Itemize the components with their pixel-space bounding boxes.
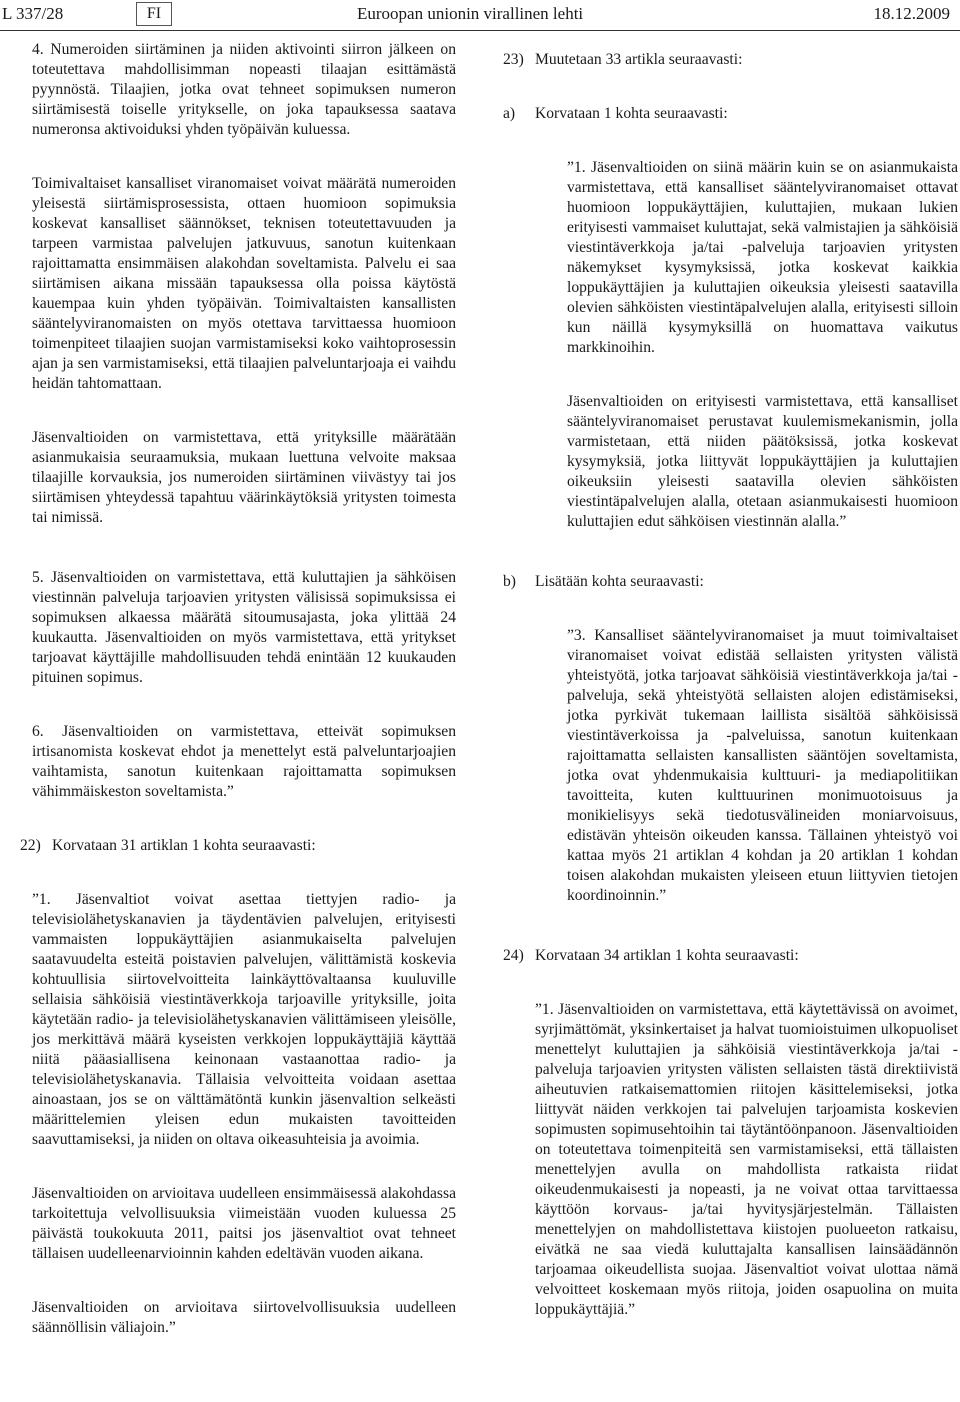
- page-header: [0, 0, 960, 30]
- amendment-23-b-text: Lisätään kohta seuraavasti:: [535, 573, 704, 590]
- paragraph-4-subparagraph-3: Jäsenvaltioiden on varmistettava, että yrityksille määrätään asianmukaisia seuraamuksia, mukaan luettuna velvoite maksaa tilaajille korvauksia, jos numeroiden siirtäminen viivästyy tai jos siirtämisen yhteydessä tapahtuu väärinkäytöksiä yritysten toimesta tai nimissä.: [32, 429, 456, 526]
- journal-title: Euroopan unionin virallinen lehti: [357, 4, 584, 23]
- amendment-22-text: Korvataan 31 artiklan 1 kohta seuraavasti:: [52, 837, 316, 854]
- article-31-subparagraph-2: Jäsenvaltioiden on arvioitava uudelleen ensimmäisessä alakohdassa tarkoitettuja velvollisuuksia viimeistään vuoden kuluessa 25 päivästä toukokuuta 2011, paitsi jos jäsenvaltiot ovat tehneet tällaisen uudelleenarvioinnin kahden edeltävän vuoden aikana.: [32, 1185, 456, 1262]
- amendment-24-text: Korvataan 34 artiklan 1 kohta seuraavasti:: [535, 947, 799, 964]
- article-33-paragraph-1-block: [503, 158, 958, 532]
- article-34-paragraph-1: ”1. Jäsenvaltioiden on varmistettava, että käytettävissä on avoimet, syrjimättömät, yksinkertaiset ja halvat tuomioistuimen ulkopuoliset menettelyt kuluttajien ja sähköisiä viestintäverkkoja ja/tai -palveluja tarjoavien yritysten välisten sellaisten tästä direktiivistä aiheutuvien ratkaisemattomien riitojen käsittelemiseksi, jotka liittyvät näiden verkkojen tai palvelujen tarjoamista koskevien sopimusten sopimusehtoihin tai täytäntöönpanoon. Jäsenvaltioiden on toteutettava toimenpiteitä sen varmistamiseksi, että tällaisten menettelyjen avulla on mahdollista ratkaista riidat oikeudenmukaisesti ja nopeasti, ja ne voivat ottaa tarvittaessa käyttöön korvaus- ja/tai hyvitysjärjestelmän. Tällaisten menettelyjen on mahdollistettava kiistojen puolueeton ratkaisu, eivätkä ne saa viedä kuluttajalta kansallisen lainsäädännön tarjoamaa oikeudellista suojaa. Jäsenvaltiot voivat ulottaa nämä velvoitteet koskemaan myös riitoja, joiden osapuolina on muita loppukäyttäjiä.”: [535, 1001, 958, 1318]
- amendment-23-b-letter: b): [503, 573, 516, 590]
- amendment-23-a-text: Korvataan 1 kohta seuraavasti:: [535, 105, 728, 122]
- publication-date: 18.12.2009: [873, 4, 950, 23]
- article-33-paragraph-1: ”1. Jäsenvaltioiden on siinä määrin kuin se on asianmukaista varmistettava, että kansalliset sääntelyviranomaiset ottavat huomioon loppukäyttäjien, kuluttajien, mukaan lukien erityisesti vammaiset kuluttajat, sekä valmistajien ja sähköisiä viestintäverkkoja ja/tai -palveluja tarjoavien yritysten näkemykset kysymyksissä, jotka koskevat kaikkia loppukäyttäjien ja kuluttajien oikeuksia yleisesti saatavilla olevien sähköisten viestintäpalvelujen alalla, erityisesti silloin kun näillä kysymyksillä on huomattava vaikutus markkinoihin.: [567, 159, 958, 356]
- language-code-box: FI: [136, 2, 172, 26]
- amendment-23-b: [503, 572, 958, 592]
- amendment-23-a: [503, 104, 958, 124]
- amendment-24: [503, 946, 958, 966]
- article-31-subparagraph-3: Jäsenvaltioiden on arvioitava siirtovelvollisuuksia uudelleen säännöllisin väliajoin.”: [32, 1299, 456, 1336]
- article-31-paragraph-1: ”1. Jäsenvaltiot voivat asettaa tiettyjen radio- ja televisiolähetyskanavien ja täydentävien palvelujen, erityisesti vammaisten loppukäyttäjien asianmukaiselta palvelujen saatavuudelta esteitä poistavien palvelujen, välittämistä koskevia kohtuullisia siirtovelvoitteita lainkäyttövaltaansa kuuluville sellaisia sähköisiä viestintäverkkoja tarjoaville yrityksille, joita käytetään radio- ja televisiolähetyskanavien välittämiseen yleisölle, jos merkittävä määrä kyseisten verkkojen loppukäyttäjiä käyttää niitä pääasiallisena keinonaan vastaanottaa radio- ja televisiolähetyskanavia. Tällaisia velvoitteita voidaan asettaa ainoastaan, jos se on välttämätöntä kunkin jäsenvaltion selkeästi määrittelemien yleisen edun mukaisten tavoitteiden saavuttamiseksi, ja niiden on oltava oikeasuhteisia ja avoimia.: [32, 891, 456, 1148]
- right-column: [503, 40, 958, 1320]
- amendment-22-number: 22): [20, 837, 41, 854]
- amendment-24-number: 24): [503, 947, 524, 964]
- left-column: [20, 40, 456, 1338]
- amendment-23-text: Muutetaan 33 artikla seuraavasti:: [535, 51, 743, 68]
- amendment-22: [20, 836, 456, 856]
- header-rule: [0, 30, 960, 31]
- paragraph-4: 4. Numeroiden siirtäminen ja niiden aktivointi siirron jälkeen on toteutettava mahdollisimman nopeasti tilaajan esittämästä pyynnöstä. Tilaajien, jotka ovat tehneet sopimuksen numeron siirtämisestä toiselle yritykselle, on joka tapauksessa saatava numeronsa aktivoiduksi yhden työpäivän kuluessa.: [32, 41, 456, 138]
- amendment-23-a-letter: a): [503, 105, 516, 122]
- paragraph-6: 6. Jäsenvaltioiden on varmistettava, etteivät sopimuksen irtisanomista koskevat ehdot ja menettelyt estä palveluntarjoajien vaihtamista, sanotun kuitenkaan rajoittamatta sopimuksen vähimmäiskeston soveltamista.”: [32, 723, 456, 800]
- article-34-paragraph-1-block: [503, 1000, 958, 1320]
- page-reference: L 337/28: [2, 4, 64, 23]
- paragraph-4-subparagraph-2: Toimivaltaiset kansalliset viranomaiset voivat määrätä numeroiden yleisestä siirtämisprosessista, ottaen huomioon sopimuksia koskevat kansalliset säännökset, teknisen toteutettavuuden ja tarpeen varmistaa palvelujen jatkuvuus, sanotun kuitenkaan rajoittamatta ensimmäisen alakohdan soveltamista. Palvelu ei saa siirtämisen aikana missään tapauksessa olla poissa käytöstä kauempaa kuin yhden työpäivän. Toimivaltaisten kansallisten sääntelyviranomaisten on myös otettava tarvittaessa huomioon toimenpiteet tilaajien suojan varmistamiseksi koko vaihtoprosessin ajan ja sen varmistamiseksi, että tilaajien palveluntarjoaja ei vaihdu heidän tahtomattaan.: [32, 175, 456, 392]
- article-33-paragraph-3-block: [503, 626, 958, 906]
- article-33-paragraph-3: ”3. Kansalliset sääntelyviranomaiset ja muut toimivaltaiset viranomaiset voivat edistää sellaisten yritysten välistä yhteistyötä, jotka tarjoavat sähköisiä viestintäverkkoja ja/tai -palveluja, sekä yhteistyötä sellaisten alojen edistämiseksi, jotka pyrkivät tukemaan laillista sisältöä sähköisissä viestintäverkoissa ja -palveluissa, sanotun kuitenkaan rajoittamatta sellaisten kansallisten sääntöjen soveltamista, jotka ovat yhdenmukaisia kulttuuri- ja mediapolitiikan tavoitteita, kuten kulttuurinen monimuotoisuus ja monikielisyys sekä tiedotusvälineiden moniarvoisuus, edistävän yhteisön oikeuden kanssa. Tällainen yhteistyö voi kattaa myös 21 artiklan 4 kohdan ja 20 artiklan 1 kohdan toisen alakohdan mukaisten yleiseen etuun liittyvien tietojen koordinoinnin.”: [567, 627, 958, 904]
- paragraph-5: 5. Jäsenvaltioiden on varmistettava, että kuluttajien ja sähköisen viestinnän palveluja tarjoavien yritysten välisissä sopimuksissa ei sopimuksen alkaessa määrätä sitoumusajasta, joka ylittää 24 kuukautta. Jäsenvaltioiden on myös varmistettava, että yritykset tarjoavat käyttäjille mahdollisuuden tehdä enintään 12 kuukauden pituinen sopimus.: [32, 569, 456, 686]
- amendment-23-number: 23): [503, 51, 524, 68]
- amendment-23: [503, 50, 958, 70]
- article-33-subparagraph-2: Jäsenvaltioiden on erityisesti varmistettava, että kansalliset sääntelyviranomaiset perustavat kuulemismekanismin, jolla varmistetaan, että niiden päätöksissä, jotka koskevat kysymyksiä, jotka liittyvät loppukäyttäjien ja kuluttajien oikeuksiin yleisesti saatavilla olevien sähköisten viestintäpalvelujen alalla, otetaan asianmukaisesti huomioon kuluttajien edut sähköisen viestinnän alalla.”: [567, 393, 958, 530]
